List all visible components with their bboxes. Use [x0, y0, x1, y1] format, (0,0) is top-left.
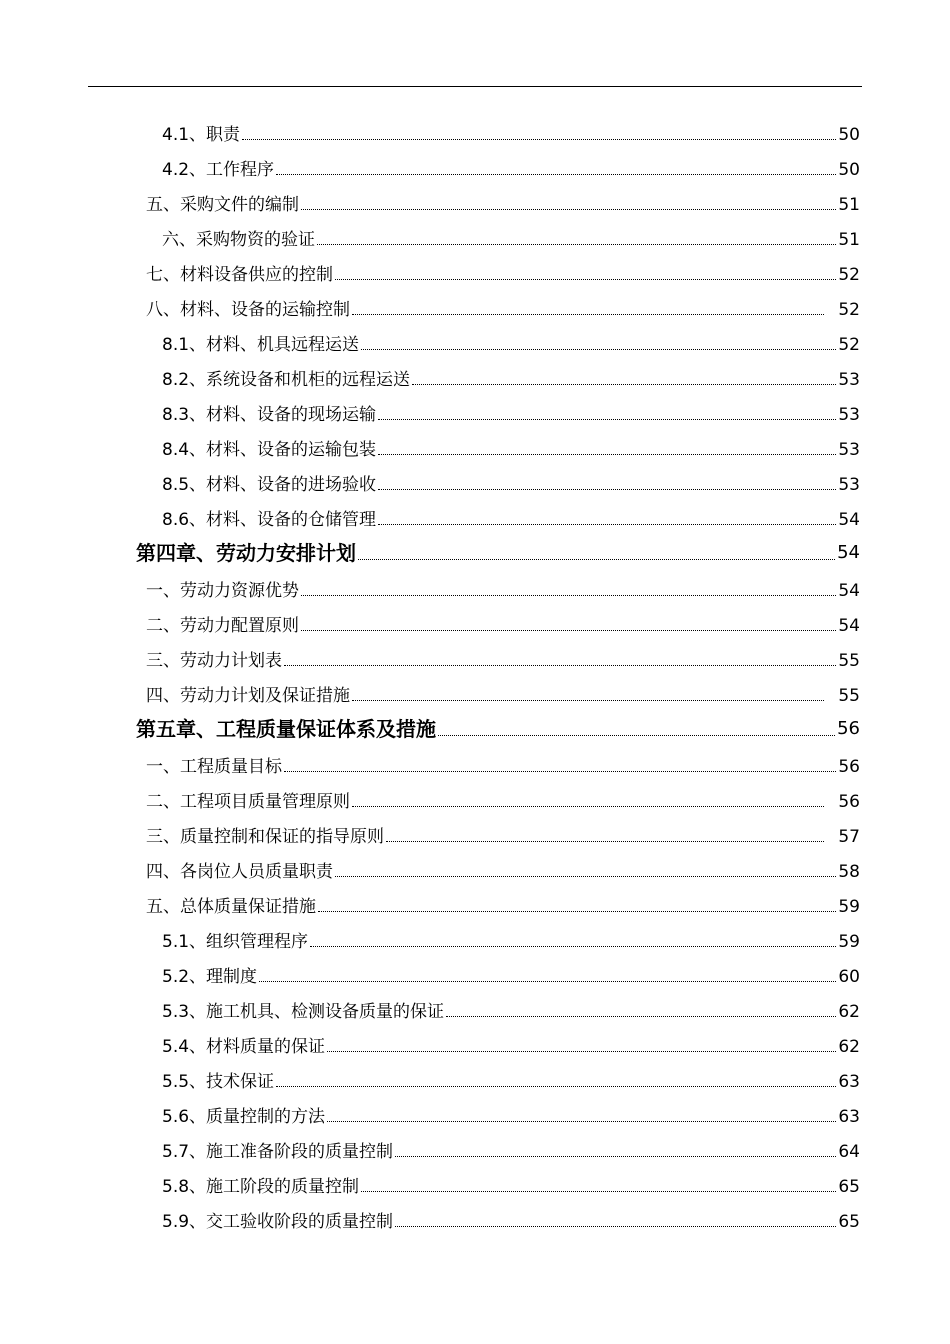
- toc-entry[interactable]: [162, 474, 860, 496]
- dot-leader: [335, 279, 836, 280]
- dot-leader: [276, 174, 836, 175]
- toc-entry-title: 5.7、施工准备阶段的质量控制: [162, 1142, 394, 1162]
- dot-leader: [310, 946, 836, 947]
- dot-leader: [352, 700, 824, 701]
- toc-entry-title: 三、劳动力计划表: [146, 651, 282, 671]
- toc-entry[interactable]: [146, 685, 860, 707]
- toc-entry[interactable]: [162, 931, 860, 953]
- toc-entry-page: 56: [838, 757, 860, 777]
- toc-entry-page: 53: [838, 475, 860, 495]
- dot-leader: [395, 1226, 836, 1227]
- dot-leader: [327, 1051, 836, 1052]
- toc-entry-page: 55: [838, 686, 860, 706]
- toc-entry-page: 51: [838, 195, 860, 215]
- toc-entry-page: 54: [838, 510, 860, 530]
- toc-entry[interactable]: [146, 791, 860, 813]
- dot-leader: [446, 1016, 836, 1017]
- toc-entry-title: 5.5、技术保证: [162, 1072, 275, 1092]
- toc-entry[interactable]: [146, 299, 860, 321]
- toc-entry-page: 58: [838, 862, 860, 882]
- toc-chapter-title: 第四章、劳动力安排计划: [136, 541, 356, 565]
- toc-entry[interactable]: [162, 159, 860, 181]
- dot-leader: [395, 1156, 836, 1157]
- toc-entry[interactable]: [146, 896, 860, 918]
- toc-entry-page: 50: [838, 160, 860, 180]
- dot-leader: [284, 665, 836, 666]
- dot-leader: [301, 595, 836, 596]
- toc-entry[interactable]: [162, 334, 860, 356]
- toc-entry-page: 53: [838, 370, 860, 390]
- dot-leader: [259, 981, 836, 982]
- toc-entry-page: 57: [838, 827, 860, 847]
- toc-entry-page: 64: [838, 1142, 860, 1162]
- toc-entry-title: 四、各岗位人员质量职责: [146, 862, 333, 882]
- toc-entry-page: 63: [838, 1072, 860, 1092]
- dot-leader: [352, 806, 824, 807]
- toc-entry-page: 54: [838, 581, 860, 601]
- toc-entry-page: 54: [838, 616, 860, 636]
- toc-entry-page: 56: [838, 792, 860, 812]
- toc-entry-title: 8.2、系统设备和机柜的远程运送: [162, 370, 411, 390]
- toc-entry[interactable]: [162, 439, 860, 461]
- toc-entry[interactable]: [162, 369, 860, 391]
- toc-chapter-entry[interactable]: [136, 540, 860, 566]
- dot-leader: [378, 419, 836, 420]
- toc-entry-title: 5.3、施工机具、检测设备质量的保证: [162, 1002, 445, 1022]
- toc-entry-page: 52: [838, 300, 860, 320]
- dot-leader: [378, 489, 836, 490]
- toc-entry-page: 50: [838, 125, 860, 145]
- dot-leader: [378, 454, 836, 455]
- dot-leader: [301, 630, 836, 631]
- toc-entry[interactable]: [162, 1071, 860, 1093]
- toc-entry-title: 七、材料设备供应的控制: [146, 265, 333, 285]
- toc-entry-page: 65: [838, 1212, 860, 1232]
- toc-entry[interactable]: [146, 580, 860, 602]
- toc-entry-title: 8.3、材料、设备的现场运输: [162, 405, 377, 425]
- toc-entry-title: 二、工程项目质量管理原则: [146, 792, 350, 812]
- toc-entry[interactable]: [146, 861, 860, 883]
- dot-leader: [412, 384, 836, 385]
- toc-entry[interactable]: [162, 229, 860, 251]
- toc-entry-page: 55: [838, 651, 860, 671]
- toc-entry-page: 52: [838, 335, 860, 355]
- toc-entry[interactable]: [146, 826, 860, 848]
- toc-entry-title: 4.2、工作程序: [162, 160, 275, 180]
- dot-leader: [386, 841, 824, 842]
- toc-entry-title: 5.9、交工验收阶段的质量控制: [162, 1212, 394, 1232]
- toc-entry[interactable]: [162, 966, 860, 988]
- toc-entry-page: 60: [838, 967, 860, 987]
- toc-entry-title: 5.8、施工阶段的质量控制: [162, 1177, 360, 1197]
- toc-entry-title: 二、劳动力配置原则: [146, 616, 299, 636]
- toc-entry-title: 8.1、材料、机具远程运送: [162, 335, 360, 355]
- dot-leader: [318, 911, 836, 912]
- toc-entry-page: 53: [838, 440, 860, 460]
- toc-chapter-entry[interactable]: [136, 716, 860, 742]
- dot-leader: [242, 139, 836, 140]
- toc-entry[interactable]: [146, 756, 860, 778]
- dot-leader: [276, 1086, 836, 1087]
- toc-entry-title: 5.6、质量控制的方法: [162, 1107, 326, 1127]
- toc-entry-page: 59: [838, 897, 860, 917]
- toc-entry[interactable]: [162, 1211, 860, 1233]
- toc-entry-page: 52: [838, 265, 860, 285]
- toc-entry[interactable]: [162, 509, 860, 531]
- toc-entry-title: 8.6、材料、设备的仓储管理: [162, 510, 377, 530]
- toc-entry-page: 56: [837, 718, 860, 739]
- toc-entry-page: 59: [838, 932, 860, 952]
- toc-entry[interactable]: [162, 1141, 860, 1163]
- toc-entry-title: 六、采购物资的验证: [162, 230, 315, 250]
- dot-leader: [284, 771, 836, 772]
- dot-leader: [358, 559, 835, 560]
- dot-leader: [361, 349, 836, 350]
- toc-entry[interactable]: [162, 1176, 860, 1198]
- dot-leader: [327, 1121, 836, 1122]
- toc-entry-title: 5.4、材料质量的保证: [162, 1037, 326, 1057]
- dot-leader: [301, 209, 836, 210]
- toc-entry[interactable]: [162, 1001, 860, 1023]
- dot-leader: [352, 314, 824, 315]
- toc-entry-title: 五、采购文件的编制: [146, 195, 299, 215]
- dot-leader: [378, 524, 836, 525]
- toc-entry-title: 一、劳动力资源优势: [146, 581, 299, 601]
- toc-entry[interactable]: [162, 1106, 860, 1128]
- toc-entry[interactable]: [162, 124, 860, 146]
- toc-entry[interactable]: [146, 615, 860, 637]
- toc-entry-title: 8.5、材料、设备的进场验收: [162, 475, 377, 495]
- toc-entry-page: 51: [838, 230, 860, 250]
- toc-entry-page: 53: [838, 405, 860, 425]
- toc-entry-page: 54: [837, 542, 860, 563]
- dot-leader: [317, 244, 836, 245]
- toc-entry-title: 五、总体质量保证措施: [146, 897, 316, 917]
- toc-entry-title: 一、工程质量目标: [146, 757, 282, 777]
- dot-leader: [438, 735, 835, 736]
- toc-entry-title: 5.2、理制度: [162, 967, 258, 987]
- toc-entry-page: 62: [838, 1002, 860, 1022]
- header-rule: [88, 86, 862, 87]
- toc-entry-page: 62: [838, 1037, 860, 1057]
- toc-entry-title: 5.1、组织管理程序: [162, 932, 309, 952]
- toc-entry-title: 三、质量控制和保证的指导原则: [146, 827, 384, 847]
- toc-entry[interactable]: [162, 404, 860, 426]
- toc-entry[interactable]: [146, 194, 860, 216]
- toc-entry-title: 8.4、材料、设备的运输包装: [162, 440, 377, 460]
- toc-entry-page: 65: [838, 1177, 860, 1197]
- toc-chapter-title: 第五章、工程质量保证体系及措施: [136, 717, 436, 741]
- dot-leader: [361, 1191, 836, 1192]
- toc-entry-page: 63: [838, 1107, 860, 1127]
- toc-entry-title: 四、劳动力计划及保证措施: [146, 686, 350, 706]
- toc-entry[interactable]: [162, 1036, 860, 1058]
- toc-entry-title: 八、材料、设备的运输控制: [146, 300, 350, 320]
- dot-leader: [335, 876, 836, 877]
- toc-entry-title: 4.1、职责: [162, 125, 241, 145]
- toc-entry[interactable]: [146, 650, 860, 672]
- toc-entry[interactable]: [146, 264, 860, 286]
